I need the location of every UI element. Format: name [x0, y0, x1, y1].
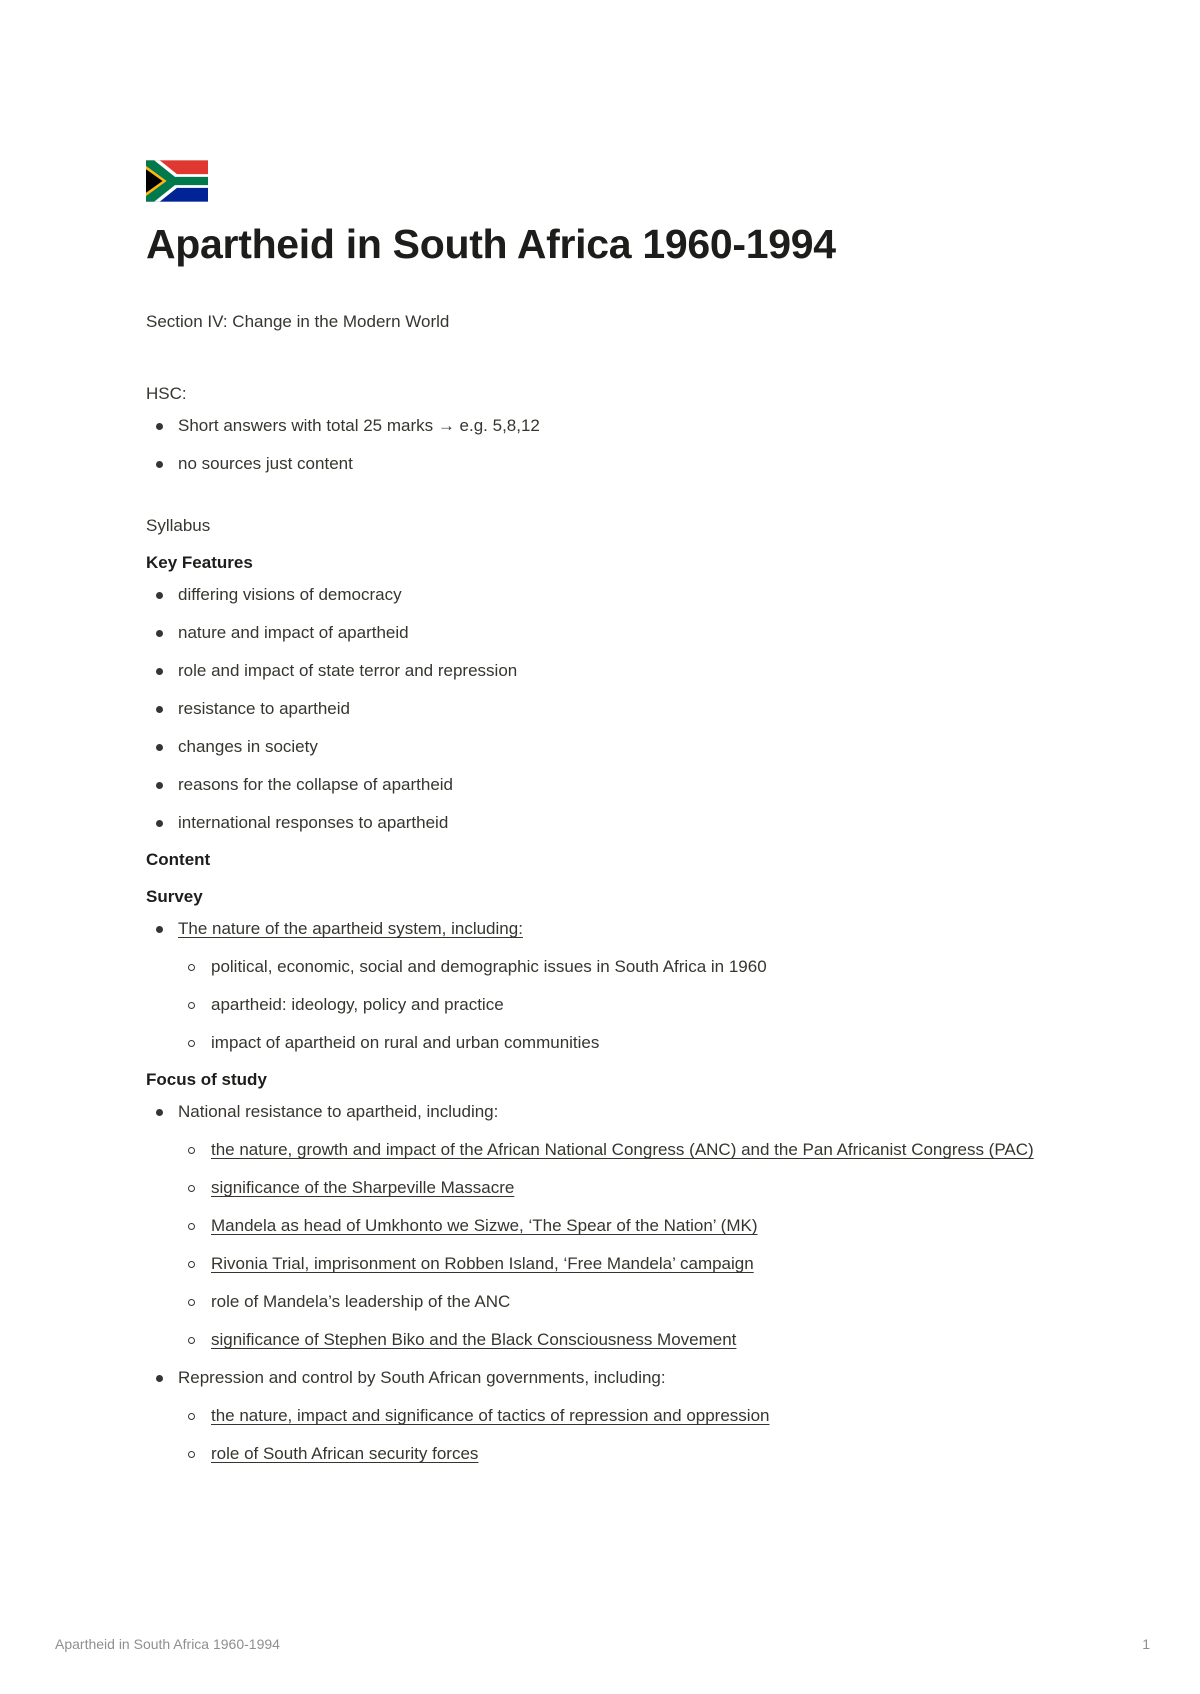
list-item [146, 1101, 1046, 1351]
hsc-label: HSC: [146, 384, 187, 404]
survey-sublist [178, 956, 1046, 1054]
resistance-item-label: National resistance to apartheid, including: [178, 1102, 499, 1122]
sublist-item: apartheid: ideology, policy and practice [178, 994, 1046, 1016]
hsc-list [146, 415, 1046, 475]
focus-heading: Focus of study [146, 1070, 267, 1090]
list-item: changes in society [146, 736, 1046, 758]
content-heading: Content [146, 850, 211, 870]
survey-heading: Survey [146, 887, 203, 907]
sublist-item: role of Mandela’s leadership of the ANC [178, 1291, 1046, 1313]
list-item: reasons for the collapse of apartheid [146, 774, 1046, 796]
repression-item-label: Repression and control by South African governments, including: [178, 1368, 666, 1388]
list-item: Short answers with total 25 marks → e.g. 5,8,12 [146, 415, 1046, 437]
sublist-item [178, 1253, 1046, 1275]
survey-list [146, 918, 1046, 1054]
survey-item-link[interactable]: The nature of the apartheid system, including: [178, 919, 523, 939]
sublist-item [178, 1177, 1046, 1199]
sharpeville-link[interactable]: significance of the Sharpeville Massacre [211, 1178, 515, 1198]
list-item: resistance to apartheid [146, 698, 1046, 720]
biko-link[interactable]: significance of Stephen Biko and the Black Consciousness Movement [211, 1330, 737, 1350]
repression-tactics-link[interactable]: the nature, impact and significance of tactics of repression and oppression [211, 1406, 770, 1426]
list-item: international responses to apartheid [146, 812, 1046, 834]
anc-pac-link[interactable]: the nature, growth and impact of the African National Congress (ANC) and the Pan Africanist Congress (PAC) [211, 1140, 1034, 1160]
sublist-item: political, economic, social and demographic issues in South Africa in 1960 [178, 956, 1046, 978]
resistance-sublist [178, 1139, 1046, 1351]
repression-sublist [178, 1405, 1046, 1465]
focus-list [146, 1101, 1046, 1465]
footer-title: Apartheid in South Africa 1960-1994 [55, 1636, 280, 1652]
list-item: differing visions of democracy [146, 584, 1046, 606]
list-item: nature and impact of apartheid [146, 622, 1046, 644]
sublist-item [178, 1215, 1046, 1237]
list-item [146, 918, 1046, 1054]
sublist-item [178, 1329, 1046, 1351]
list-item: role and impact of state terror and repression [146, 660, 1046, 682]
sublist-item [178, 1139, 1046, 1161]
sublist-item [178, 1405, 1046, 1427]
document-page [146, 160, 1046, 1465]
key-features-heading: Key Features [146, 553, 253, 573]
footer-page-number: 1 [1142, 1636, 1150, 1652]
sublist-item [178, 1443, 1046, 1465]
mandela-mk-link[interactable]: Mandela as head of Umkhonto we Sizwe, ‘The Spear of the Nation’ (MK) [211, 1216, 758, 1236]
list-item: no sources just content [146, 453, 1046, 475]
security-forces-link[interactable]: role of South African security forces [211, 1444, 479, 1464]
page-title: Apartheid in South Africa 1960-1994 [146, 221, 836, 267]
syllabus-label: Syllabus [146, 516, 211, 536]
south-africa-flag-icon [146, 160, 208, 202]
rivonia-trial-link[interactable]: Rivonia Trial, imprisonment on Robben Island, ‘Free Mandela’ campaign [211, 1254, 754, 1274]
section-subtitle: Section IV: Change in the Modern World [146, 312, 450, 332]
list-item [146, 1367, 1046, 1465]
key-features-list [146, 584, 1046, 834]
sublist-item: impact of apartheid on rural and urban communities [178, 1032, 1046, 1054]
